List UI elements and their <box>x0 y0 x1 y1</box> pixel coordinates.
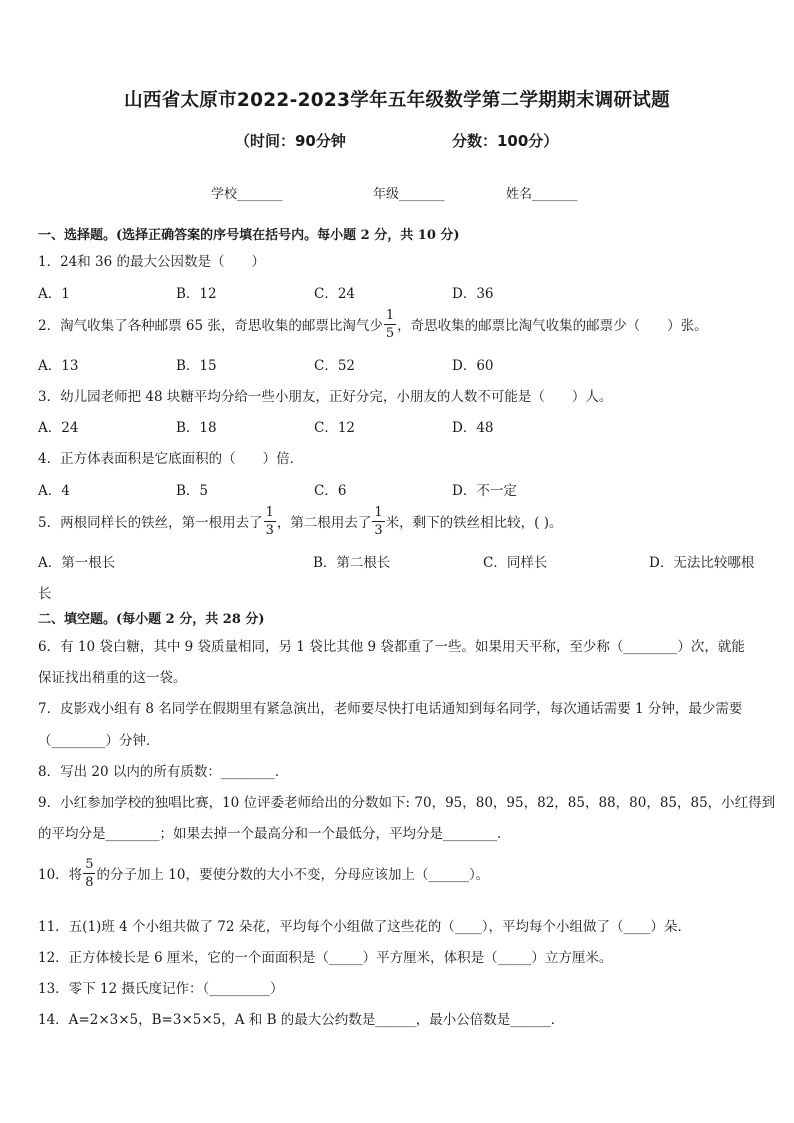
option-a: A．第一根长 <box>38 555 116 571</box>
question-text: ，奇思收集的邮票比淘气收集的邮票少（ ）张。 <box>397 318 708 334</box>
question-3: 3．幼儿园老师把 48 块糖平均分给一些小朋友，正好分完，小朋友的人数不可能是（ ）人。 <box>38 389 613 405</box>
option-a: A．13 <box>38 358 79 374</box>
option-d: D．48 <box>452 420 494 436</box>
option-c: C．12 <box>314 420 356 436</box>
section-heading-choice: 一、选择题。(选择正确答案的序号填在括号内。每小题 2 分，共 10 分) <box>38 228 460 243</box>
exam-time: （时间：90分钟 <box>235 132 346 150</box>
option-b: B．12 <box>176 286 217 302</box>
denominator: 8 <box>85 874 94 890</box>
option-a: A．24 <box>38 420 79 436</box>
question-13: 13．零下 12 摄氏度记作：（_________） <box>38 981 284 997</box>
question-text: 10．将 <box>38 867 83 883</box>
denominator: 3 <box>374 522 383 538</box>
numerator: 1 <box>265 504 274 520</box>
question-text: 2．淘气收集了各种邮票 65 张，奇思收集的邮票比淘气少 <box>38 318 383 334</box>
question-7: 7．皮影戏小组有 8 名同学在假期里有紧急演出，老师要尽快打电话通知到每名同学，每次通话需要 1 分钟，最少需要 <box>38 701 743 717</box>
fraction <box>384 309 396 340</box>
question-text: 的分子加上 10，要使分数的大小不变，分母应该加上（______）。 <box>96 867 490 883</box>
question-text: 米，剩下的铁丝相比较，( )。 <box>385 515 563 531</box>
question-text: ，第二根用去了 <box>276 515 372 531</box>
question-6-cont: 保证找出稍重的这一袋。 <box>38 670 187 686</box>
fraction <box>83 858 95 889</box>
option-d: D．不一定 <box>452 483 517 499</box>
option-d: D．无法比较哪根 <box>649 555 755 571</box>
question-4: 4．正方体表面积是它底面积的（ ）倍． <box>38 451 304 467</box>
question-14: 14．A=2×3×5，B=3×5×5，A 和 B 的最大公约数是______，最小公倍数是______． <box>38 1012 565 1028</box>
option-c: C．24 <box>314 286 356 302</box>
name-field: 姓名_______ <box>506 187 578 202</box>
fraction <box>264 506 276 537</box>
option-a: A．1 <box>38 286 70 302</box>
option-b: B．15 <box>176 358 217 374</box>
denominator: 3 <box>265 522 274 538</box>
option-b: B．18 <box>176 420 217 436</box>
numerator: 1 <box>374 504 383 520</box>
question-text: 5．两根同样长的铁丝，第一根用去了 <box>38 515 263 531</box>
denominator: 5 <box>385 325 395 341</box>
numerator: 1 <box>385 307 395 323</box>
section-heading-fill: 二、填空题。(每小题 2 分，共 28 分) <box>38 612 265 627</box>
question-12: 12．正方体棱长是 6 厘米，它的一个面面积是（_____）平方厘米，体积是（_____）立方厘米。 <box>38 950 613 966</box>
option-c: C．同样长 <box>483 555 548 571</box>
question-5 <box>38 503 562 539</box>
page-title: 山西省太原市2022-2023学年五年级数学第二学期期末调研试题 <box>124 90 670 111</box>
question-7-cont: （________）分钟． <box>38 733 160 749</box>
option-c: C．52 <box>314 358 356 374</box>
grade-field: 年级_______ <box>373 187 445 202</box>
question-2 <box>38 306 708 342</box>
exam-score: 分数：100分） <box>452 132 559 150</box>
option-c: C．6 <box>314 483 347 499</box>
question-6: 6．有 10 袋白糖，其中 9 袋质量相同，另 1 袋比其他 9 袋都重了一些。如果用天平称，至少称（________）次，就能 <box>38 639 745 655</box>
question-8: 8．写出 20 以内的所有质数：________． <box>38 764 289 780</box>
question-1: 1．24和 36 的最大公因数是（ ） <box>38 254 266 270</box>
question-10 <box>38 853 489 893</box>
option-b: B．第二根长 <box>313 555 391 571</box>
numerator: 5 <box>85 856 94 872</box>
question-11: 11．五(1)班 4 个小组共做了 72 朵花，平均每个小组做了这些花的（____），平均每个小组做了（____）朵． <box>38 919 691 935</box>
fraction <box>372 506 384 537</box>
option-d: D．60 <box>452 358 494 374</box>
school-field: 学校_______ <box>211 187 283 202</box>
option-d: D．36 <box>452 286 494 302</box>
option-b: B．5 <box>176 483 209 499</box>
question-9-cont: 的平均分是________；如果去掉一个最高分和一个最低分，平均分是________． <box>38 826 511 842</box>
option-a: A．4 <box>38 483 70 499</box>
option-d-wrap: 长 <box>38 586 52 602</box>
question-9: 9．小红参加学校的独唱比赛，10 位评委老师给出的分数如下: 70，95，80，95，82，85，88，80，85，85，小红得到 <box>38 795 776 811</box>
